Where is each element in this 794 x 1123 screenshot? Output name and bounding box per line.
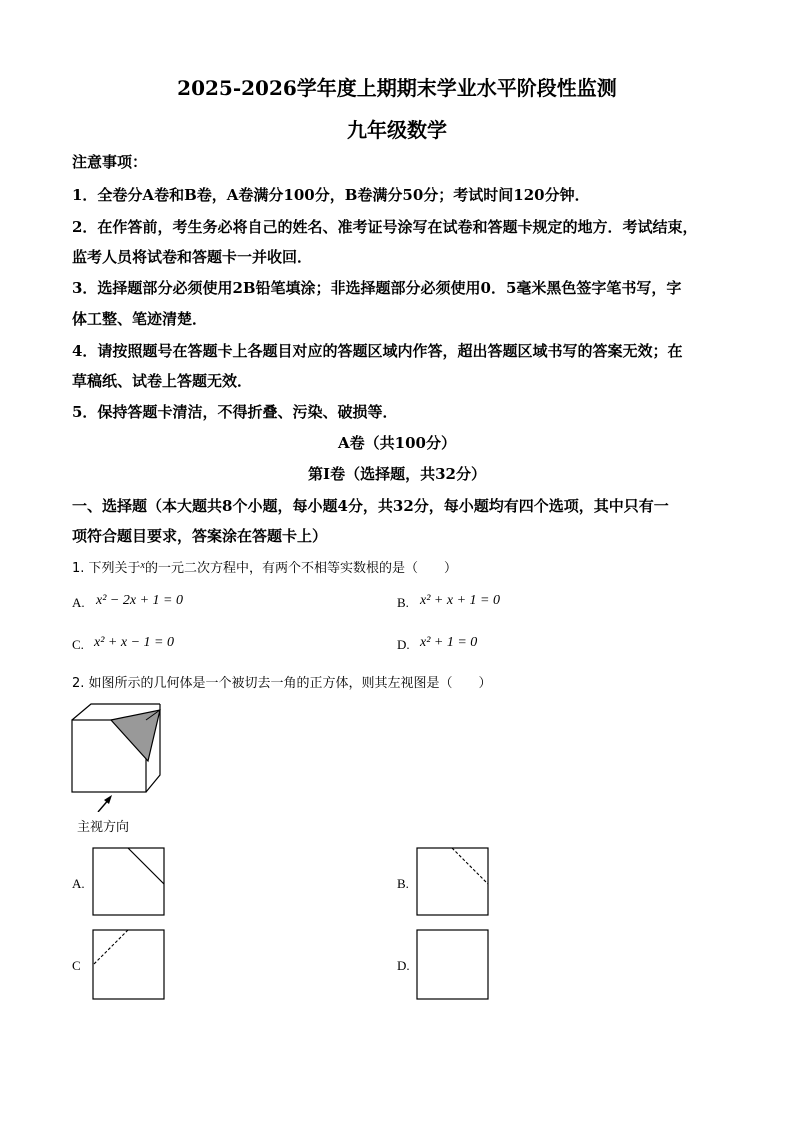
q2-option-d-label: D. [397, 958, 410, 973]
option-d-square [417, 930, 488, 999]
exam-subtitle: 九年级数学 [347, 118, 447, 142]
note-item-3-line2: 体工整、笔迹清楚． [72, 310, 208, 328]
option-a-solid-line [128, 848, 164, 884]
option-b-dashed-line [452, 848, 488, 884]
q1-stem-suffix: 的一元二次方程中，有两个不相等实数根的是（ ） [145, 561, 458, 576]
q1-stem-variable: x [140, 560, 145, 571]
note-item-1: 1．全卷分A卷和B卷，A卷满分100分，B卷满分50分；考试时间120分钟． [72, 186, 590, 204]
exam-title: 2025-2026学年度上期期末学业水平阶段性监测 [177, 76, 617, 100]
notes-heading: 注意事项： [72, 153, 148, 171]
note-item-4-line2: 草稿纸、试卷上答题无效． [72, 372, 253, 390]
part-heading: 第I卷（选择题，共32分） [308, 465, 486, 483]
q1-option-c-label: C. [72, 637, 84, 652]
q2-option-b-figure [416, 847, 490, 917]
option-c-square [93, 930, 164, 999]
section-instruction-line2: 项符合题目要求，答案涂在答题卡上） [72, 527, 328, 545]
note-item-2-line2: 监考人员将试卷和答题卡一并收回． [72, 248, 313, 266]
q1-option-b-expr: x² + x + 1 = 0 [420, 593, 500, 608]
note-item-4-line1: 4．请按照题号在答题卡上各题目对应的答题区域内作答，超出答题区域书写的答案无效；在 [72, 342, 683, 360]
option-c-dashed-line [93, 930, 128, 965]
note-item-3-line1: 3．选择题部分必须使用2B铅笔填涂；非选择题部分必须使用0．5毫米黑色签字笔书写，字 [72, 279, 682, 297]
section-instruction-line1: 一、选择题（本大题共8个小题，每小题4分，共32分，每小题均有四个选项，其中只有一 [72, 497, 669, 515]
q2-option-a-figure [92, 847, 166, 917]
q2-option-b-label: B. [397, 876, 409, 891]
q1-option-a-expr: x² − 2x + 1 = 0 [96, 593, 183, 608]
cut-cube-figure [68, 700, 168, 812]
question-2-stem: 2. 如图所示的几何体是一个被切去一角的正方体，则其左视图是（ ） [72, 676, 492, 691]
q2-option-c-figure [92, 929, 166, 1001]
q1-stem-prefix: 1. 下列关于 [72, 561, 141, 576]
view-direction-caption: 主视方向 [77, 820, 130, 835]
q1-option-d-label: D. [397, 637, 410, 652]
option-a-square [93, 848, 164, 915]
q1-option-d-expr: x² + 1 = 0 [420, 635, 478, 650]
q2-option-c-label: C [72, 958, 81, 973]
question-1-stem [72, 557, 457, 576]
note-item-5: 5．保持答题卡清洁，不得折叠、污染、破损等． [72, 403, 398, 421]
q2-option-d-figure [416, 929, 490, 1001]
cut-corner-triangle [111, 710, 160, 761]
option-b-square [417, 848, 488, 915]
q1-option-b-label: B. [397, 595, 409, 610]
note-item-2-line1: 2．在作答前，考生务必将自己的姓名、准考证号涂写在试卷和答题卡规定的地方．考试结束， [72, 218, 698, 236]
q1-option-c-expr: x² + x − 1 = 0 [94, 635, 174, 650]
volume-heading: A卷（共100分） [338, 434, 456, 452]
q2-option-a-label: A. [72, 876, 85, 891]
q1-option-a-label: A. [72, 595, 85, 610]
